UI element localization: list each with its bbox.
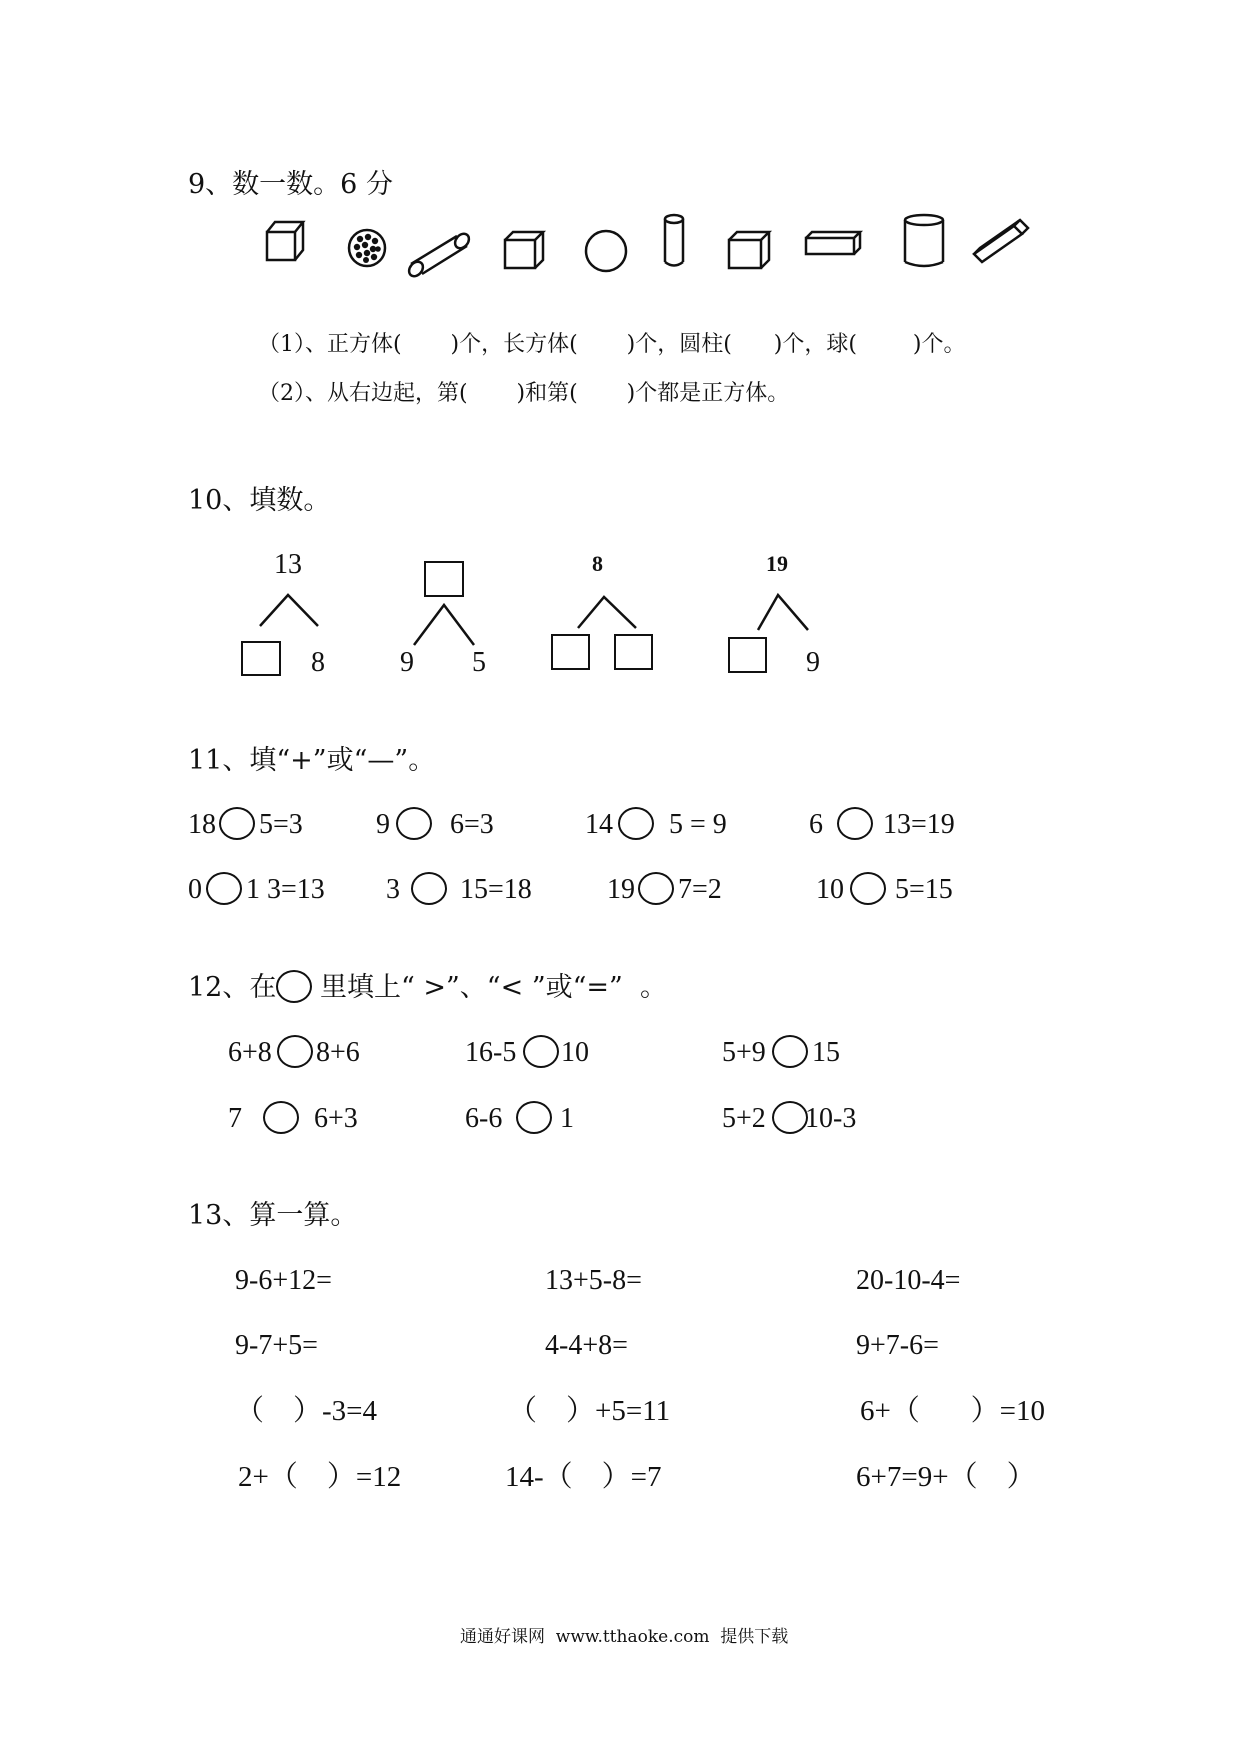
q13-r3c1: （ ）-3=4	[235, 1395, 378, 1427]
cuboid-icon	[970, 218, 1030, 266]
tree1-top-number: 13	[274, 549, 302, 580]
q11-item6-left: 3	[386, 874, 400, 905]
q13-title: 13、算一算。	[188, 1200, 358, 1231]
q12-item4-answer-circle[interactable]	[263, 1101, 299, 1134]
q12-item2-answer-circle[interactable]	[523, 1035, 559, 1068]
page-footer: 通通好课网 www.tthaoke.com 提供下载	[460, 1627, 789, 1647]
tree3-right-answer-box[interactable]	[614, 634, 653, 670]
q11-item8-answer-circle[interactable]	[850, 872, 886, 905]
q11-item3-right: 5 = 9	[669, 809, 727, 840]
q11-item7-left: 19	[607, 874, 635, 905]
q9-line1: （1）、正方体( )个，长方体( )个，圆柱( )个，球( )个。	[258, 332, 966, 357]
tree2-branches	[410, 603, 476, 647]
cube-icon	[503, 230, 547, 272]
q11-item7-right: 7=2	[678, 874, 722, 905]
tree4-top-number: 19	[766, 551, 788, 576]
cuboid-icon	[804, 230, 862, 258]
q12-item3-left: 5+9	[722, 1037, 766, 1068]
q11-item6-answer-circle[interactable]	[411, 872, 447, 905]
q12-item6-right: 10-3	[805, 1103, 857, 1134]
q13-r2c2: 4-4+8=	[545, 1330, 628, 1361]
q12-item1-right: 8+6	[316, 1037, 360, 1068]
ball-icon	[347, 228, 389, 270]
tree4-right-number: 9	[806, 647, 820, 678]
q13-r4c1: 2+（ ）=12	[238, 1461, 402, 1493]
q11-item1-right: 5=3	[259, 809, 303, 840]
q12-item1-answer-circle[interactable]	[277, 1035, 313, 1068]
tree3-left-answer-box[interactable]	[551, 634, 590, 670]
q12-item6-answer-circle[interactable]	[772, 1101, 808, 1134]
q13-r2c3: 9+7-6=	[856, 1330, 939, 1361]
tree2-left-number: 9	[400, 647, 414, 678]
cylinder-icon	[662, 212, 688, 270]
q11-item5-right: 1 3=13	[246, 874, 325, 905]
q12-item2-right: 10	[561, 1037, 589, 1068]
q11-item8-left: 10	[816, 874, 844, 905]
tree2-right-number: 5	[472, 647, 486, 678]
q12-title-start: 12、在	[188, 972, 277, 1003]
q9-line2: （2）、从右边起，第( )和第( )个都是正方体。	[258, 381, 790, 406]
q12-item3-right: 15	[812, 1037, 840, 1068]
cube-icon	[727, 230, 773, 272]
q11-item2-right: 6=3	[450, 809, 494, 840]
q13-r4c2: 14-（ ）=7	[505, 1461, 662, 1493]
q11-item5-left: 0	[188, 874, 202, 905]
q11-title: 11、填“+”或“—”。	[188, 745, 436, 776]
q12-title-end: 里填上“ >”、“< ”或“=” 。	[320, 972, 668, 1003]
q12-title-circle	[276, 970, 312, 1003]
q13-r3c2: （ ）+5=11	[508, 1395, 671, 1427]
tree3-top-number: 8	[592, 551, 603, 576]
q11-item3-left: 14	[585, 809, 613, 840]
tree1-answer-box[interactable]	[241, 641, 281, 676]
q12-item4-right: 6+3	[314, 1103, 358, 1134]
q11-item1-answer-circle[interactable]	[219, 807, 255, 840]
q12-item5-left: 6-6	[465, 1103, 503, 1134]
tree1-right-number: 8	[311, 647, 325, 678]
q12-item1-left: 6+8	[228, 1037, 272, 1068]
q10-title: 10、填数。	[188, 485, 331, 516]
q11-item6-right: 15=18	[460, 874, 532, 905]
q13-r1c1: 9-6+12=	[235, 1265, 332, 1296]
q12-item5-right: 1	[560, 1103, 574, 1134]
cylinder-icon	[902, 212, 948, 270]
q11-item4-answer-circle[interactable]	[837, 807, 873, 840]
q12-item3-answer-circle[interactable]	[772, 1035, 808, 1068]
q13-r1c3: 20-10-4=	[856, 1265, 961, 1296]
q12-item2-left: 16-5	[465, 1037, 517, 1068]
q11-item5-answer-circle[interactable]	[206, 872, 242, 905]
q11-item4-left: 6	[809, 809, 823, 840]
q13-r3c3: 6+（ ）=10	[860, 1395, 1045, 1427]
ball-icon	[584, 229, 630, 275]
q11-item7-answer-circle[interactable]	[638, 872, 674, 905]
q11-item8-right: 5=15	[895, 874, 953, 905]
q13-r2c1: 9-7+5=	[235, 1330, 318, 1361]
tree4-answer-box[interactable]	[728, 637, 767, 673]
q12-item6-left: 5+2	[722, 1103, 766, 1134]
cube-icon	[265, 210, 305, 272]
q11-item3-answer-circle[interactable]	[618, 807, 654, 840]
q13-r4c3: 6+7=9+（ ）	[856, 1461, 1036, 1493]
q12-item4-left: 7	[228, 1103, 242, 1134]
q11-item1-left: 18	[188, 809, 216, 840]
q13-r1c2: 13+5-8=	[545, 1265, 642, 1296]
cylinder-icon	[407, 232, 471, 280]
tree3-branches	[574, 594, 640, 630]
q12-item5-answer-circle[interactable]	[516, 1101, 552, 1134]
tree4-branches	[756, 592, 812, 632]
q11-item2-answer-circle[interactable]	[396, 807, 432, 840]
tree1-branches	[258, 592, 322, 628]
q9-title: 9、数一数。6 分	[188, 169, 393, 200]
q11-item2-left: 9	[376, 809, 390, 840]
q11-item4-right: 13=19	[883, 809, 955, 840]
tree2-answer-box[interactable]	[424, 561, 464, 597]
